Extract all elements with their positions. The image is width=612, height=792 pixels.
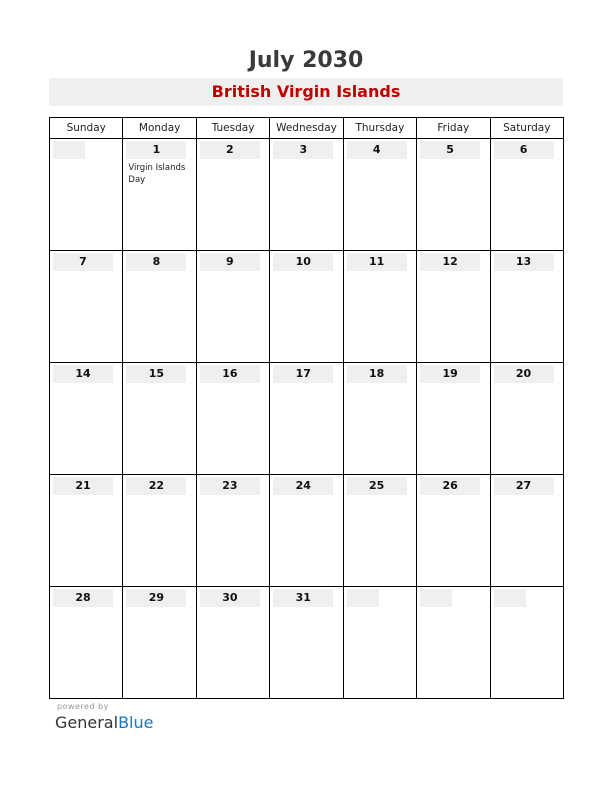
day-cell [50, 251, 123, 363]
day-cell [123, 587, 196, 699]
day-number: 19 [420, 365, 480, 383]
day-number: 1 [126, 141, 186, 159]
day-cell [417, 587, 490, 699]
day-cell [343, 363, 416, 475]
day-number: 23 [200, 477, 260, 495]
country-banner [49, 78, 563, 106]
weekday-sunday: Sunday [50, 118, 123, 139]
day-number [494, 589, 526, 607]
week-row [50, 475, 564, 587]
week-row [50, 139, 564, 251]
brand-blue-text: Blue [118, 713, 154, 732]
week-row [50, 363, 564, 475]
day-number [53, 141, 85, 159]
day-number: 2 [200, 141, 260, 159]
weekday-friday: Friday [417, 118, 490, 139]
day-cell [123, 251, 196, 363]
day-number: 18 [347, 365, 407, 383]
week-row [50, 587, 564, 699]
day-cell [490, 587, 563, 699]
day-number: 30 [200, 589, 260, 607]
day-cell [490, 475, 563, 587]
day-cell [417, 251, 490, 363]
day-cell [50, 139, 123, 251]
day-number: 8 [126, 253, 186, 271]
day-cell [417, 139, 490, 251]
day-cell [123, 475, 196, 587]
day-cell [417, 363, 490, 475]
day-cell [343, 251, 416, 363]
day-cell [417, 475, 490, 587]
day-cell [50, 587, 123, 699]
weekday-wednesday: Wednesday [270, 118, 343, 139]
powered-by-label: powered by [57, 702, 109, 711]
calendar-grid [49, 117, 564, 699]
day-number: 21 [53, 477, 113, 495]
day-cell [270, 587, 343, 699]
day-number: 3 [273, 141, 333, 159]
day-cell [50, 475, 123, 587]
day-number: 10 [273, 253, 333, 271]
day-cell [196, 139, 269, 251]
weekday-header-row [50, 118, 564, 139]
day-number: 26 [420, 477, 480, 495]
day-number [347, 589, 379, 607]
day-cell [270, 139, 343, 251]
day-number: 29 [126, 589, 186, 607]
day-number: 7 [53, 253, 113, 271]
day-number [420, 589, 452, 607]
day-number: 12 [420, 253, 480, 271]
day-number: 31 [273, 589, 333, 607]
day-number: 14 [53, 365, 113, 383]
day-number: 13 [494, 253, 554, 271]
day-number: 28 [53, 589, 113, 607]
day-cell [196, 363, 269, 475]
weekday-tuesday: Tuesday [196, 118, 269, 139]
day-cell [343, 139, 416, 251]
day-number: 22 [126, 477, 186, 495]
day-cell [196, 587, 269, 699]
holiday-label: Virgin Islands Day [128, 163, 186, 185]
day-number: 15 [126, 365, 186, 383]
week-row [50, 251, 564, 363]
weekday-saturday: Saturday [490, 118, 563, 139]
day-number: 17 [273, 365, 333, 383]
day-cell [343, 587, 416, 699]
day-number: 25 [347, 477, 407, 495]
generalblue-logo[interactable] [55, 713, 153, 732]
day-number: 9 [200, 253, 260, 271]
day-cell [123, 139, 196, 251]
brand-general-text: General [55, 713, 119, 732]
day-cell [490, 363, 563, 475]
country-name: British Virgin Islands [211, 82, 401, 101]
day-number: 27 [494, 477, 554, 495]
weekday-monday: Monday [123, 118, 196, 139]
day-number: 11 [347, 253, 407, 271]
day-cell [270, 251, 343, 363]
day-number: 4 [347, 141, 407, 159]
day-number: 16 [200, 365, 260, 383]
page-title: July 2030 [248, 48, 364, 73]
day-number: 5 [420, 141, 480, 159]
day-cell [196, 475, 269, 587]
day-cell [270, 363, 343, 475]
day-cell [50, 363, 123, 475]
day-cell [490, 139, 563, 251]
day-cell [490, 251, 563, 363]
day-number: 24 [273, 477, 333, 495]
day-number: 6 [494, 141, 554, 159]
day-cell [343, 475, 416, 587]
day-number: 20 [494, 365, 554, 383]
day-cell [196, 251, 269, 363]
day-cell [123, 363, 196, 475]
day-cell [270, 475, 343, 587]
weekday-thursday: Thursday [343, 118, 416, 139]
